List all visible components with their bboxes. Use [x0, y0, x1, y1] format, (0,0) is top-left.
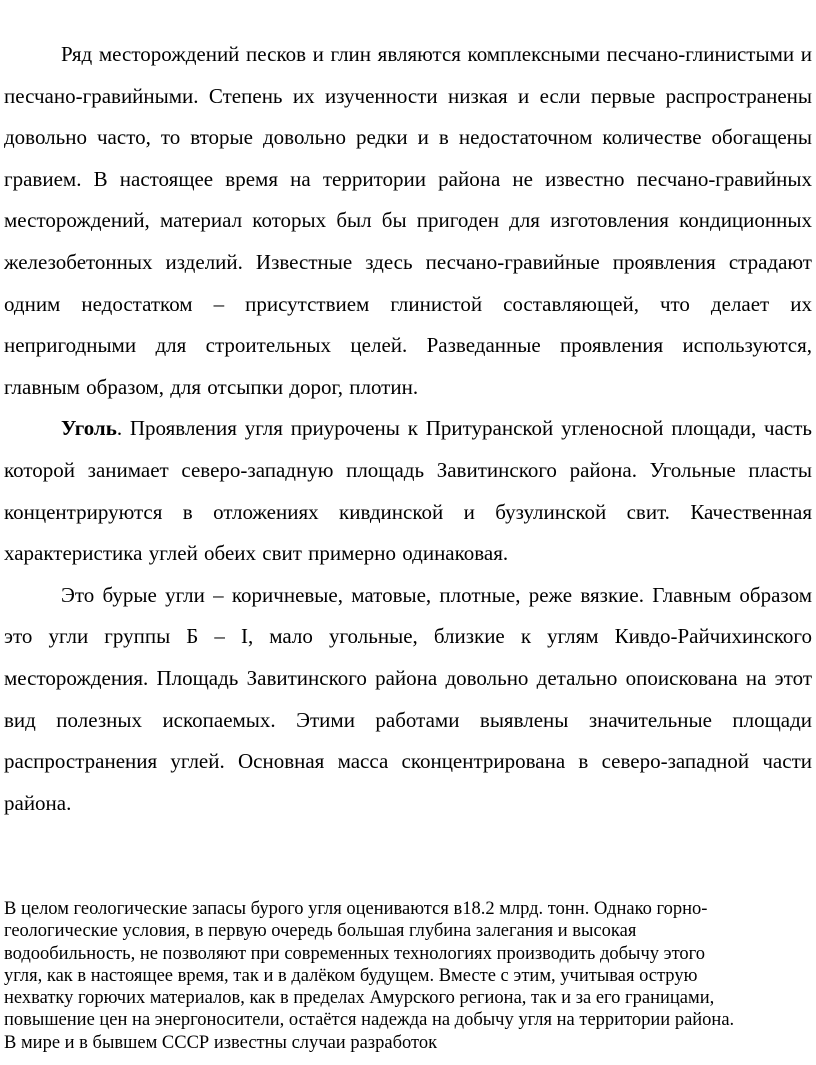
small-text-line: В мире и в бывшем СССР известны случаи разработок: [4, 1032, 438, 1053]
small-paragraph-reserves: [4, 898, 812, 1054]
paragraph-text: Ряд месторождений песков и глин являются комплексными песчано-глинистыми и песчано-гравийными. Степень их изученности низкая и если первые распространены довольно часто, то вторые довольно редки и в недостаточном количестве обогащены гравием. В настоящее время на территории района не известно песчано-гравийных месторождений, материал которых был бы пригоден для изготовления кондиционных железобетонных изделий. Известные здесь песчано-гравийные проявления страдают одним недостатком – присутствием глинистой составляющей, что делает их непригодными для строительных целей. Разведанные проявления используются, главным образом, для отсыпки дорог, плотин.: [4, 42, 812, 399]
document-body: [4, 34, 812, 824]
section-heading-coal: Уголь: [61, 416, 117, 441]
small-text-line: геологические условия, в первую очередь большая глубина залегания и высокая: [4, 921, 637, 942]
small-text-line: В целом геологические запасы бурого угля оцениваются в18.2 млрд. тонн. Однако горно-: [4, 899, 708, 919]
small-text-line: нехватку горючих материалов, как в пределах Амурского региона, так и за его границами,: [4, 988, 715, 1009]
small-text-line: водообильность, не позволяют при современных технологиях производить добычу этого: [4, 943, 706, 964]
paragraph-sands-clays: [4, 34, 812, 408]
paragraph-brown-coal: [4, 575, 812, 825]
small-text-line: угля, как в настоящее время, так и в далёком будущем. Вместе с этим, учитывая острую: [4, 965, 698, 986]
paragraph-coal: [4, 408, 812, 574]
paragraph-text: . Проявления угля приурочены к Притуранской угленосной площади, часть которой занимает северо-западную площадь Завитинского района. Угольные пласты концентрируются в отложениях кивдинской и бузулинской свит. Качественная характеристика углей обеих свит примерно одинаковая.: [4, 416, 812, 566]
paragraph-text: Это бурые угли – коричневые, матовые, плотные, реже вязкие. Главным образом это угли группы Б – I, мало угольные, близкие к углям Кивдо-Райчихинского месторождения. Площадь Завитинского района довольно детально опоискована на этот вид полезных ископаемых. Этими работами выявлены значительные площади распространения углей. Основная масса сконцентрирована в северо-западной части района.: [4, 582, 812, 815]
small-text-line: повышение цен на энергоносители, остаётся надежда на добычу угля на территории района.: [4, 1010, 735, 1031]
